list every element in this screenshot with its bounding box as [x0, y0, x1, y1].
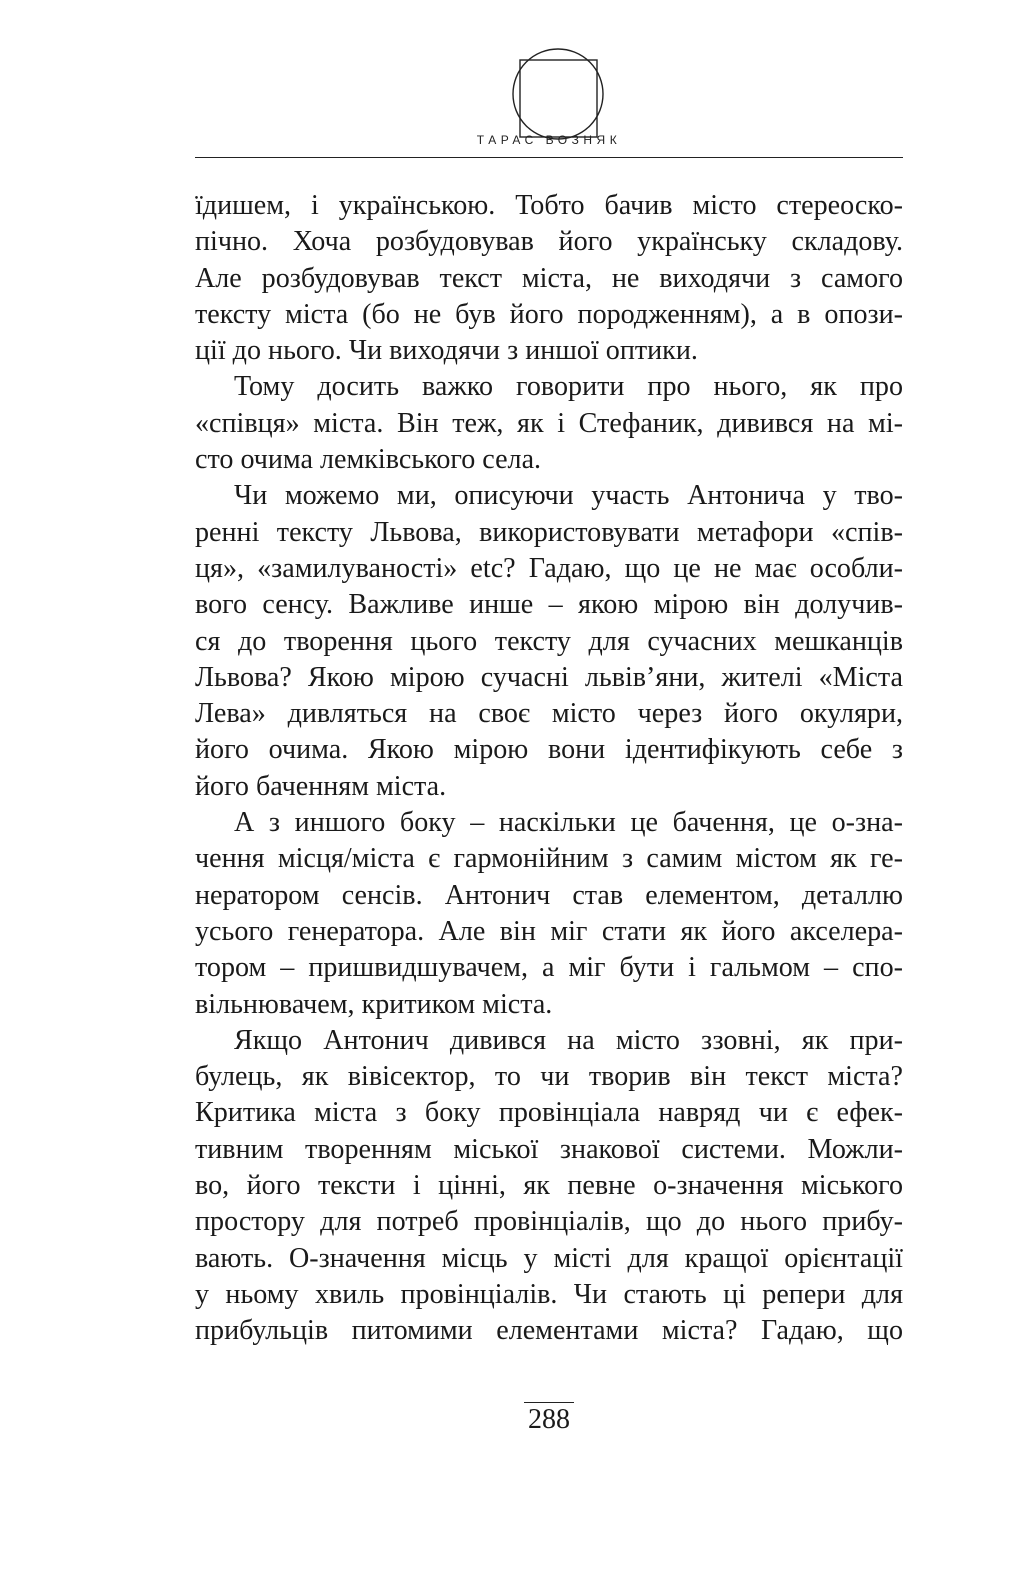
text-line: вають. О-значення місць у місті для кращої орієнтації — [195, 1242, 903, 1274]
text-line: «співця» міста. Він теж, як і Стефаник, дивився на мі- — [195, 407, 903, 439]
emblem-circle-square-icon — [510, 46, 606, 142]
page-number-container — [195, 1402, 903, 1437]
text-line: вільнювачем, критиком міста. — [195, 988, 553, 1020]
text-line: тексту міста (бо не був його породженням), а в опози- — [195, 298, 903, 330]
text-line: чення місця/міста є гармонійним з самим містом як ге- — [195, 843, 903, 875]
text-line: Тому досить важко говорити про нього, як про — [234, 371, 903, 403]
text-line: тором – пришвидшувачем, а міг бути і гальмом – спо- — [195, 952, 903, 984]
body-text — [195, 188, 903, 1350]
paragraph — [195, 188, 903, 369]
text-line: у ньому хвиль провінціалів. Чи стають ці репери для — [195, 1278, 903, 1310]
text-line: Якщо Антонич дивився на місто ззовні, як при- — [234, 1024, 903, 1056]
text-line: їдишем, і українською. Тобто бачив місто стереоско- — [195, 190, 903, 221]
text-line: Чи можемо ми, описуючи участь Антонича у тво- — [234, 480, 903, 512]
paragraph — [195, 478, 903, 805]
text-line: його баченням міста. — [195, 770, 447, 802]
text-line: нератором сенсів. Антонич став елементом, деталлю — [195, 879, 903, 911]
page-number: 288 — [524, 1402, 574, 1437]
text-line: ренні тексту Львова, використовувати метафори «спів- — [195, 516, 903, 548]
paragraph — [195, 805, 903, 1023]
text-line: простору для потреб провінціалів, що до нього прибу- — [195, 1206, 903, 1238]
text-line: прибульців питомими елементами міста? Гадаю, що — [195, 1315, 903, 1347]
text-line: Але розбудовував текст міста, не виходячи з самого — [195, 262, 903, 294]
text-line: ця», «замилуваності» etc? Гадаю, що це не має особли- — [195, 552, 903, 584]
text-line: тивним творенням міської знакової системи. Можли- — [195, 1133, 903, 1165]
text-line: Лева» дивляться на своє місто через його окуляри, — [195, 698, 903, 730]
text-line: булець, як вівісектор, то чи творив він текст міста? — [195, 1061, 903, 1093]
text-line: во, його тексти і цінні, як певне о-значення міського — [195, 1170, 903, 1202]
text-line: ції до нього. Чи виходячи з иншої оптики. — [195, 335, 698, 367]
text-line: Критика міста з боку провінціала навряд чи є ефек- — [195, 1097, 903, 1129]
text-line: Львова? Якою мірою сучасні львів’яни, жителі «Міста — [195, 661, 903, 693]
text-line: усього генератора. Але він міг стати як його акселера- — [195, 915, 903, 947]
text-line: А з иншого боку – наскільки це бачення, це о-зна- — [234, 807, 903, 839]
header-rule — [195, 157, 903, 158]
text-line: сто очима лемківського села. — [195, 444, 542, 476]
text-line: ся до творення цього тексту для сучасних мешканців — [195, 625, 903, 657]
text-line: пічно. Хоча розбудовував його українську складову. — [195, 226, 903, 258]
running-head: ТАРАС ВОЗНЯК — [476, 133, 622, 147]
paragraph — [195, 369, 903, 478]
text-line: його очима. Якою мірою вони ідентифікують себе з — [195, 734, 903, 766]
text-line: вого сенсу. Важливе инше – якою мірою він долучив- — [195, 589, 903, 621]
paragraph — [195, 1023, 903, 1350]
